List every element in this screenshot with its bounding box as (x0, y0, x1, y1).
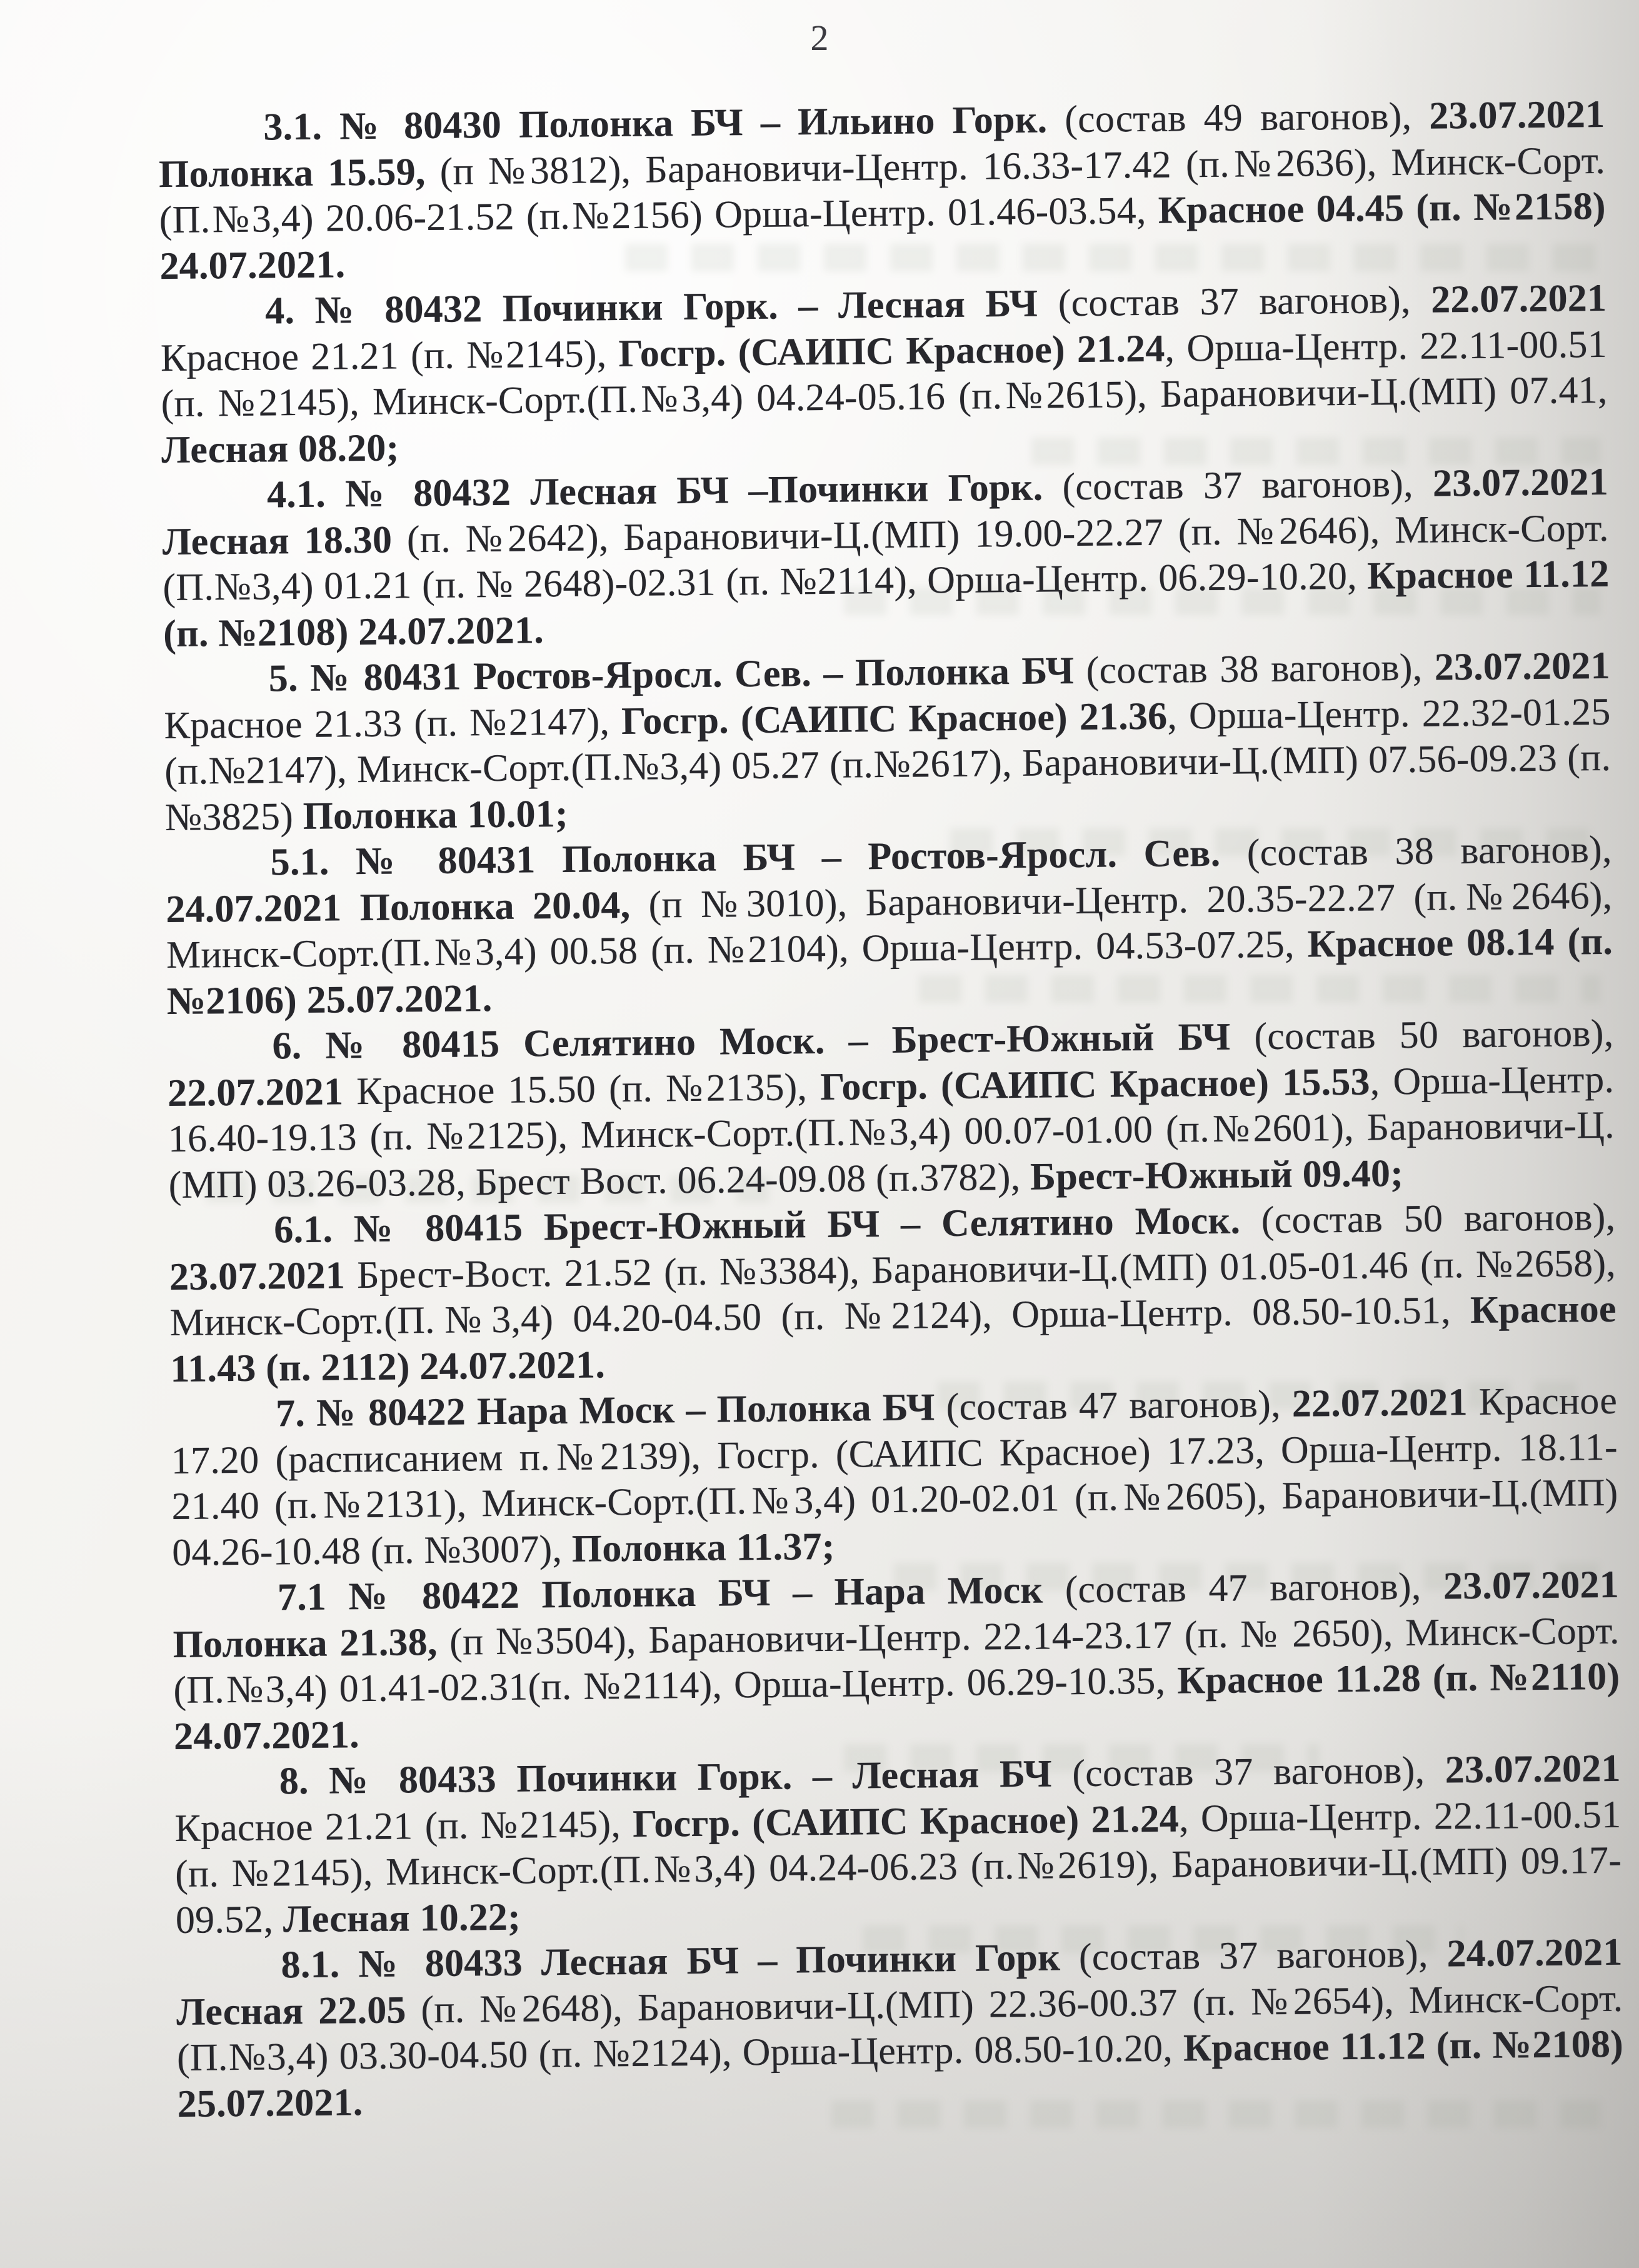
text-run: 23.07.2021 (1445, 1747, 1621, 1792)
text-run: (состав 38 вагонов), (1086, 646, 1435, 692)
document-body (158, 92, 1624, 2127)
text-run: (п №3812), Барановичи-Центр. 16.33-17.42 (п.№2636), Минск-Сорт.(П.№3,4) 20.06-21.52 (п.№2156) Орша-Центр. 01.46-03.54, (159, 139, 1606, 242)
text-run: (состав 37 вагонов), (1078, 1932, 1447, 1979)
train-record-6.1 (169, 1195, 1617, 1392)
text-run: 7.1 № 80422 Полонка БЧ – Нара Моск (277, 1568, 1066, 1619)
text-run: Госгр. (САИПС Красное) 15.53 (820, 1060, 1370, 1108)
text-run: 24.07.2021 Лесная 22.05 (176, 1930, 1623, 2034)
text-run: (п №3010), Барановичи-Центр. 20.35-22.27 (п.№2646), Минск-Сорт.(П.№3,4) 00.58 (п. №2104), Орша-Центр. 04.53-07.25, (166, 874, 1613, 977)
text-run: (п №3504), Барановичи-Центр. 22.14-23.17 (п. № 2650), Минск-Сорт.(П.№3,4) 01.41-02.31(п. №2114), Орша-Центр. 06.29-10.35, (173, 1609, 1620, 1712)
text-run: 4.1. № 80432 Лесная БЧ –Починки Горк. (266, 466, 1063, 516)
train-record-8.1 (176, 1930, 1624, 2127)
text-run: Госгр. (САИПС Красное) 21.24 (632, 1797, 1180, 1845)
train-record-6 (167, 1011, 1615, 1208)
text-run: Красное 15.50 (п. №2135), (356, 1065, 821, 1113)
page-number: 2 (810, 18, 829, 58)
text-run: Красное 08.14 (п. №2106) 25.07.2021. (166, 920, 1613, 1023)
text-run: Красное 11.12 (п. №2108) 25.07.2021. (177, 2022, 1624, 2125)
text-run: 23.07.2021 Полонка 15.59, (158, 93, 1605, 196)
text-run: 5. № 80431 Ростов-Яросл. Сев. – Полонка БЧ (268, 649, 1087, 700)
text-run: (состав 47 вагонов), (1065, 1565, 1444, 1612)
text-run: (п. №2648), Барановичи-Ц.(МП) 22.36-00.37 (п. №2654), Минск-Сорт.(П.№3,4) 03.30-04.50 (п. №2124), Орша-Центр. 08.50-10.20, (176, 1977, 1623, 2079)
text-run: Брест-Южный 09.40; (1030, 1152, 1404, 1198)
train-record-7.1 (173, 1562, 1621, 1760)
text-run: Красное 11.28 (п. №2110) 24.07.2021. (173, 1655, 1620, 1758)
text-run: 22.07.2021 (1291, 1380, 1480, 1425)
text-run: Лесная 08.20; (161, 426, 399, 471)
train-record-3.1 (158, 92, 1606, 289)
text-run: 7. № 80422 Нара Моск – Полонка БЧ (275, 1386, 947, 1435)
train-record-5.1 (165, 827, 1613, 1025)
text-run: 8.1. № 80433 Лесная БЧ – Починки Горк (281, 1936, 1080, 1987)
text-run: 22.07.2021 (1430, 276, 1607, 321)
text-run: (состав 47 вагонов), (946, 1382, 1293, 1429)
text-run: Красное 21.21 (п. №2145), (174, 1802, 633, 1850)
train-record-4.1 (162, 459, 1610, 657)
text-run: (состав 50 вагонов), (1254, 1011, 1614, 1058)
text-run: (состав 37 вагонов), (1058, 278, 1431, 325)
text-run: Красное 21.33 (п. №2147), (164, 700, 622, 747)
text-run: Полонка 10.01; (303, 792, 569, 838)
text-run: 3.1. № 80430 Полонка БЧ – Ильино Горк. (263, 98, 1065, 149)
text-run: Красное 11.43 (п. 2112) 24.07.2021. (170, 1287, 1616, 1390)
text-run: 6. № 80415 Селятино Моск. – Брест-Южный БЧ (272, 1015, 1255, 1068)
text-run: 4. № 80432 Починки Горк. – Лесная БЧ (264, 282, 1059, 333)
text-run: , Орша-Центр. 16.40-19.13 (п. №2125), Минск-Сорт.(П.№3,4) 00.07-01.00 (п.№2601), Барановичи-Ц.(МП) 03.26-03.28, Брест Вост. 06.24-09.08 (п.3782), (168, 1058, 1615, 1207)
text-run: Госгр. (САИПС Красное) 21.36 (621, 695, 1168, 743)
text-run: 24.07.2021 Полонка 20.04, (166, 883, 649, 931)
text-run: (п. №2642), Барановичи-Ц.(МП) 19.00-22.27 (п. №2646), Минск-Сорт.(П.№3,4) 01.21 (п. № 2648)-02.31 (п. №2114), Орша-Центр. 06.29-10.20, (163, 506, 1609, 610)
text-run: (состав 50 вагонов), (1261, 1195, 1616, 1242)
train-record-7 (171, 1378, 1619, 1576)
text-run: (состав 37 вагонов), (1062, 462, 1433, 509)
text-run: Брест-Вост. 21.52 (п. №3384), Барановичи-Ц.(МП) 01.05-01.46 (п. №2658), Минск-Сорт.(П.№3,4) 04.20-04.50 (п. №2124), Орша-Центр. 08.50-10.51, (169, 1242, 1616, 1345)
text-run: , Орша-Центр. 22.11-00.51 (п. №2145), Минск-Сорт.(П.№3,4) 04.24-06.23 (п.№2619), Барановичи-Ц.(МП) 09.17-09.52, (174, 1793, 1622, 1942)
text-run: 23.07.2021 (169, 1253, 358, 1298)
text-run: 23.07.2021 Полонка 21.38, (173, 1563, 1620, 1666)
text-run: (состав 49 вагонов), (1065, 94, 1430, 141)
train-record-4 (160, 276, 1608, 473)
text-run: 22.07.2021 (167, 1070, 357, 1115)
text-run: Красное 21.21 (п. №2145), (160, 332, 619, 379)
text-run: 6.1. № 80415 Брест-Южный БЧ – Селятино Моск. (273, 1199, 1262, 1252)
text-run: Лесная 10.22; (283, 1895, 521, 1940)
text-run: 23.07.2021 (1434, 644, 1611, 689)
text-run: (состав 37 вагонов), (1072, 1749, 1446, 1795)
text-run: , Орша-Центр. 22.11-00.51 (п. №2145), Минск-Сорт.(П.№3,4) 04.24-05.16 (п.№2615), Барановичи-Ц.(МП) 07.41, (161, 323, 1608, 426)
text-run: 5.1. № 80431 Полонка БЧ – Ростов-Яросл. Сев. (270, 831, 1248, 884)
text-run: (состав 38 вагонов), (1246, 828, 1612, 875)
text-run: 23.07.2021 Лесная 18.30 (162, 460, 1609, 563)
train-record-8 (174, 1746, 1622, 1944)
text-run: Госгр. (САИПС Красное) 21.24 (618, 327, 1165, 375)
train-record-5 (164, 643, 1612, 841)
text-run: Красное 17.20 (расписанием п.№2139), Госгр. (САИПС Красное) 17.23, Орша-Центр. 18.11-21.40 (п.№2131), Минск-Сорт.(П.№3,4) 01.20-02.01 (п.№2605), Барановичи-Ц.(МП) 04.26-10.48 (п. №3007), (171, 1379, 1618, 1574)
text-run: Полонка 11.37; (571, 1525, 835, 1570)
text-run: Красное 11.12 (п. №2108) 24.07.2021. (163, 552, 1610, 655)
text-run: Красное 04.45 (п. №2158) 24.07.2021. (159, 184, 1606, 288)
text-run: 8. № 80433 Починки Горк. – Лесная БЧ (279, 1752, 1073, 1803)
text-run: , Орша-Центр. 22.32-01.25 (п.№2147), Минск-Сорт.(П.№3,4) 05.27 (п.№2617), Барановичи-Ц.(МП) 07.56-09.23 (п. №3825) (164, 690, 1611, 839)
